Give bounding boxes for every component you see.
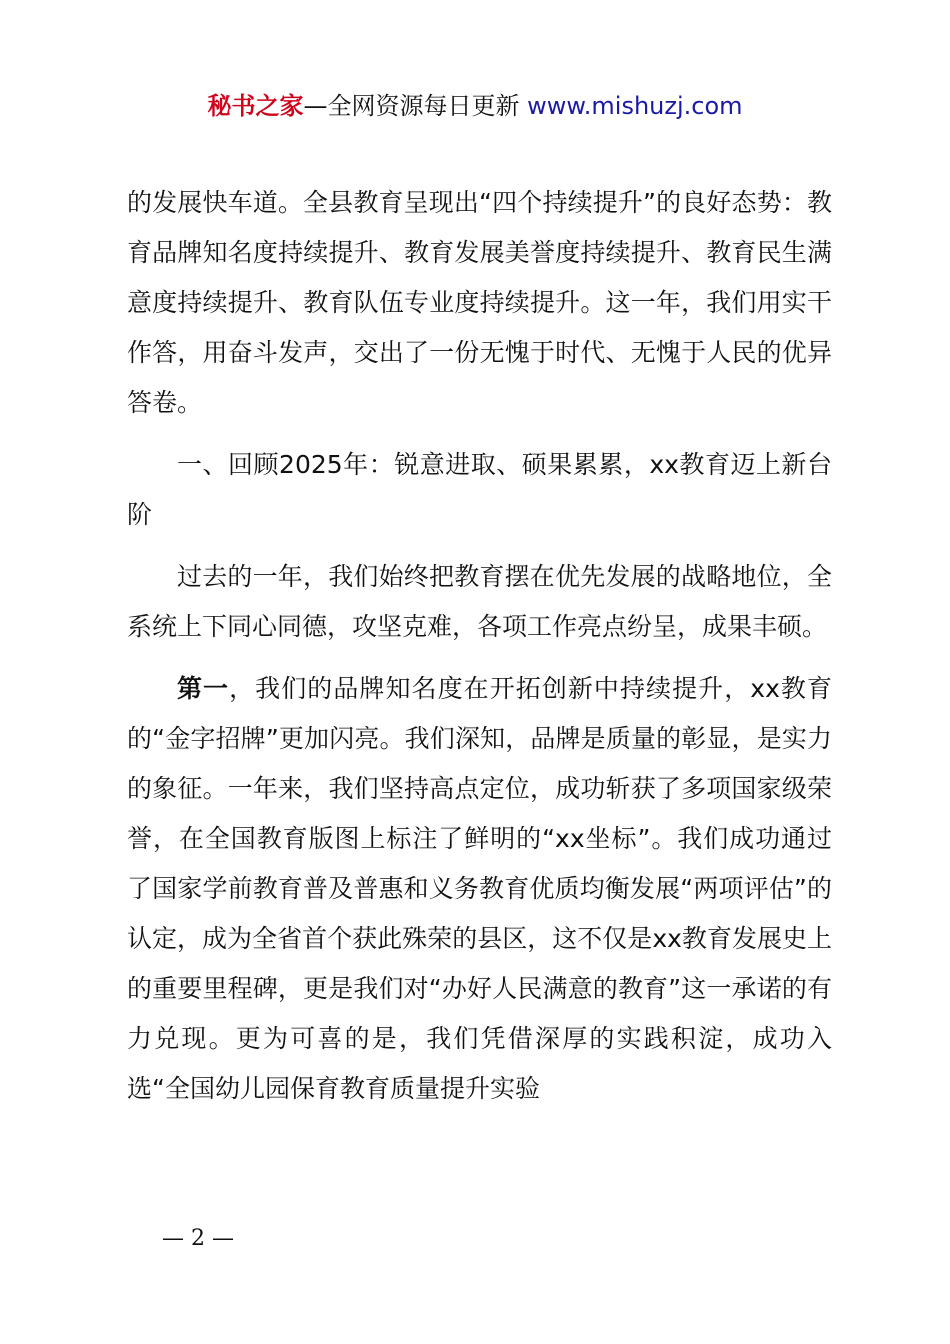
section-heading: 一、回顾2025年：锐意进取、硕果累累，xx教育迈上新台阶 [127, 450, 832, 529]
page-number: — 2 — [162, 1226, 234, 1251]
paragraph-first [127, 664, 832, 1114]
paragraph-first-text: ，我们的品牌知名度在开拓创新中持续提升，xx教育的“金字招牌”更加闪亮。我们深知，品牌是质量的彰显，是实力的象征。一年来，我们坚持高点定位，成功斩获了多项国家级荣誉，在全国教育版图上标注了鲜明的“xx坐标”。我们成功通过了国家学前教育普及普惠和义务教育优质均衡发展“两项评估”的认定，成为全省首个获此殊荣的县区，这不仅是xx教育发展史上的重要里程碑，更是我们对“办好人民满意的教育”这一承诺的有力兑现。更为可喜的是，我们凭借深厚的实践积淀，成功入选“全国幼儿园保育教育质量提升实验 [127, 674, 832, 1103]
brand-name: 秘书之家 [207, 92, 304, 120]
header-tagline: —全网资源每日更新 [303, 92, 520, 120]
document-body [127, 178, 832, 1114]
paragraph-review: 过去的一年，我们始终把教育摆在优先发展的战略地位，全系统上下同心同德，攻坚克难，各项工作亮点纷呈，成果丰硕。 [127, 562, 832, 641]
paragraph-intro: 的发展快车道。全县教育呈现出“四个持续提升”的良好态势：教育品牌知名度持续提升、教育发展美誉度持续提升、教育民生满意度持续提升、教育队伍专业度持续提升。这一年，我们用实干作答，用奋斗发声，交出了一份无愧于时代、无愧于人民的优异答卷。 [127, 188, 832, 417]
site-url-link[interactable]: www.mishuzj.com [527, 92, 743, 120]
site-header [0, 90, 950, 122]
paragraph-lead: 第一 [177, 674, 230, 703]
